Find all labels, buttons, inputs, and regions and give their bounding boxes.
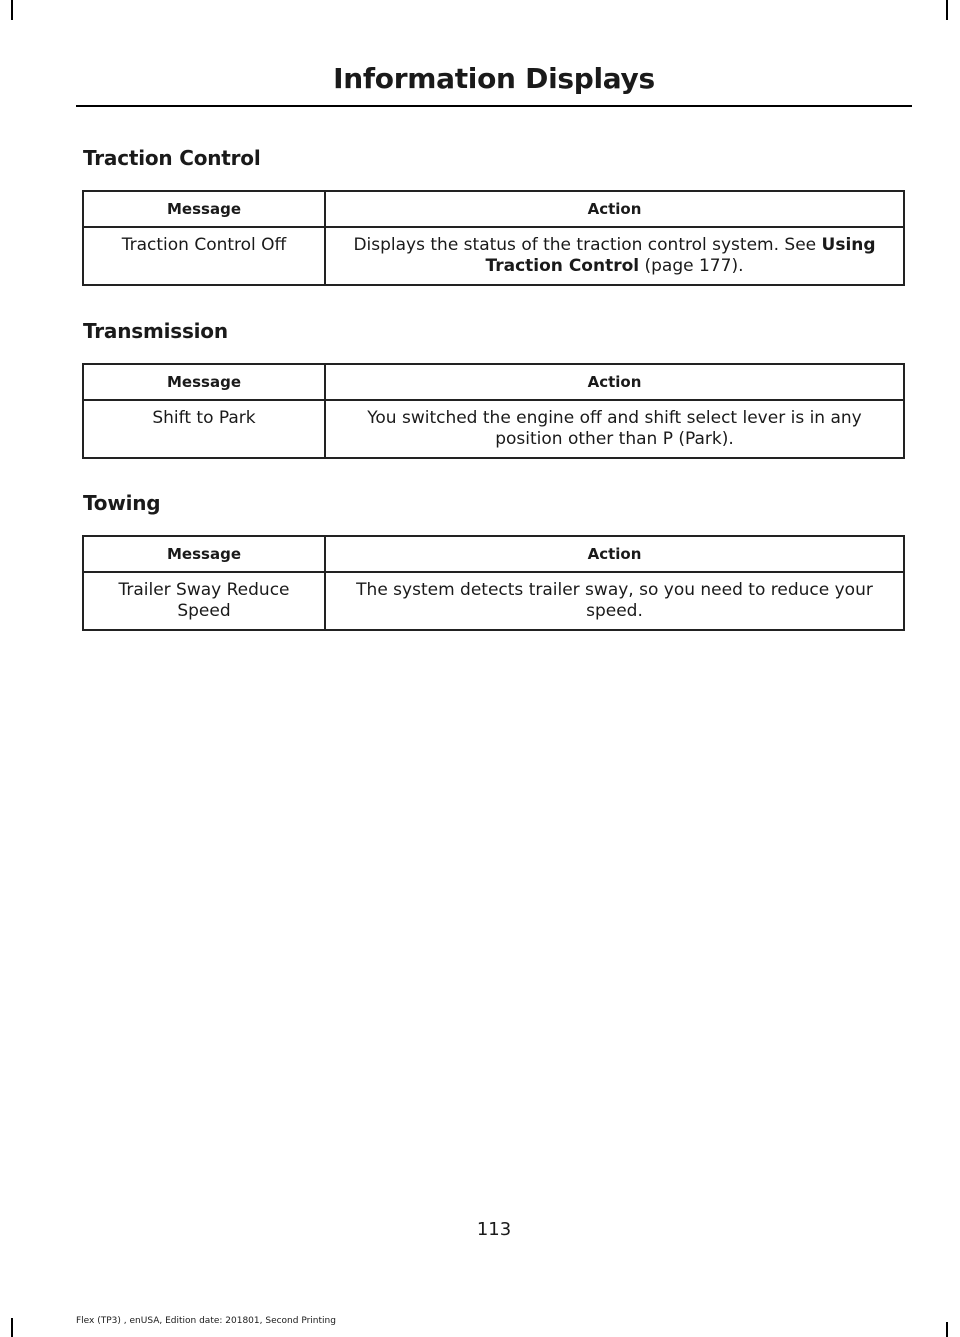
table-row xyxy=(83,227,904,285)
table-header-row xyxy=(83,364,904,400)
crop-mark-bottom-right xyxy=(946,1322,948,1337)
traction-control-table xyxy=(82,190,905,286)
action-cell: The system detects trailer sway, so you need to reduce your speed. xyxy=(325,572,904,630)
column-header-action: Action xyxy=(325,536,904,572)
action-text: Displays the status of the traction control system. See xyxy=(353,235,822,255)
crop-mark-bottom-left xyxy=(11,1318,13,1337)
footer-edition-info: Flex (TP3) , enUSA, Edition date: 201801, Second Printing xyxy=(76,1316,336,1326)
header-rule xyxy=(76,105,912,107)
page-title: Information Displays xyxy=(333,62,655,95)
cross-reference-link[interactable]: Using Traction Control xyxy=(485,235,876,276)
section-heading-transmission: Transmission xyxy=(83,319,228,343)
section-heading-towing: Towing xyxy=(83,491,161,515)
page-number: 113 xyxy=(476,1219,512,1240)
column-header-message: Message xyxy=(83,191,325,227)
towing-table xyxy=(82,535,905,631)
transmission-table xyxy=(82,363,905,459)
crop-mark-top-right xyxy=(946,0,948,20)
column-header-message: Message xyxy=(83,364,325,400)
table-row xyxy=(83,400,904,458)
column-header-message: Message xyxy=(83,536,325,572)
column-header-action: Action xyxy=(325,191,904,227)
section-heading-traction-control: Traction Control xyxy=(83,146,261,170)
page-reference: (page 177). xyxy=(639,256,744,276)
table-header-row xyxy=(83,536,904,572)
message-cell: Shift to Park xyxy=(83,400,325,458)
action-cell: You switched the engine off and shift select lever is in any position other than P (Park). xyxy=(325,400,904,458)
crop-mark-top-left xyxy=(11,0,13,20)
table-header-row xyxy=(83,191,904,227)
column-header-action: Action xyxy=(325,364,904,400)
action-cell xyxy=(325,227,904,285)
message-cell: Trailer Sway Reduce Speed xyxy=(83,572,325,630)
table-row xyxy=(83,572,904,630)
message-cell: Traction Control Off xyxy=(83,227,325,285)
